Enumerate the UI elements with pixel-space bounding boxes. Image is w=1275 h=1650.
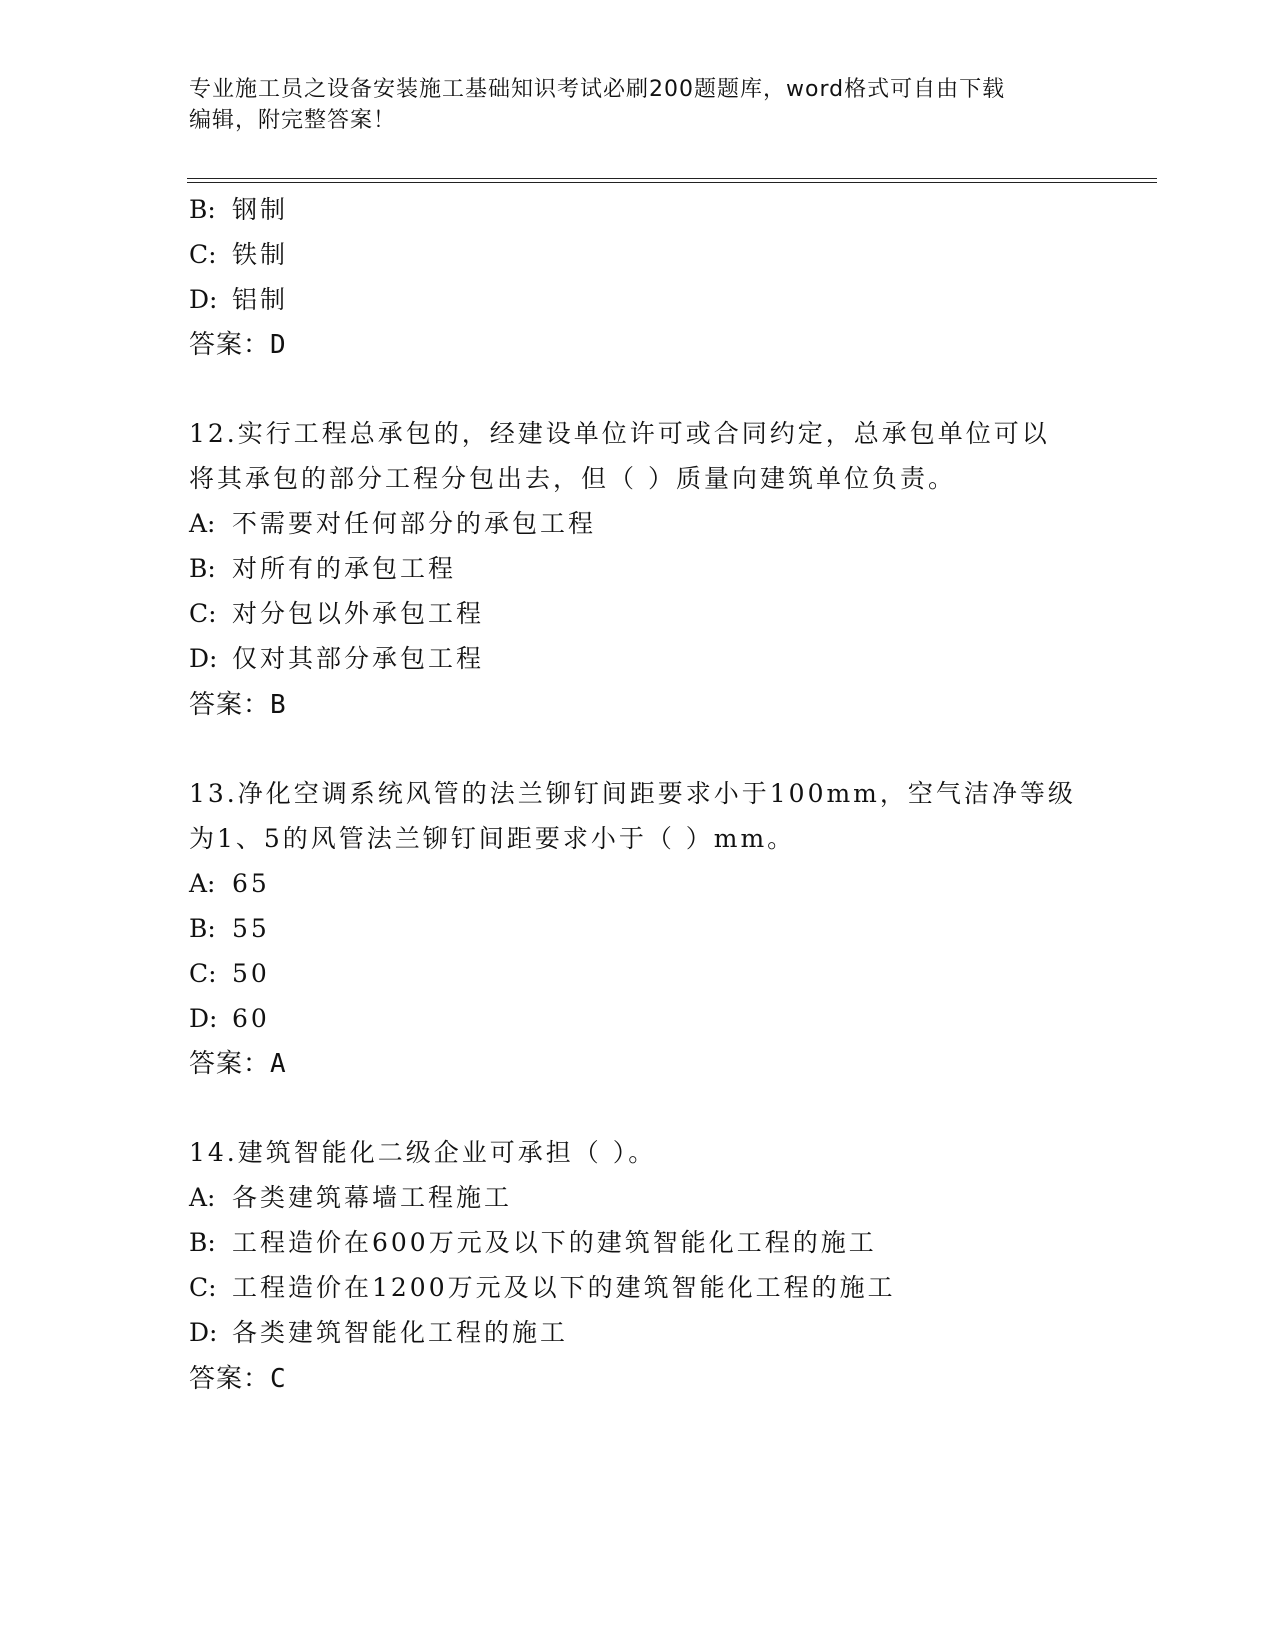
option-label: B: <box>189 554 216 583</box>
option-label: D: <box>189 1318 218 1347</box>
question-13-option-c <box>189 958 270 990</box>
option-text: 铝制 <box>232 285 289 314</box>
question-14-option-c <box>189 1272 896 1304</box>
header-line-2: 编辑，附完整答案！ <box>189 108 397 133</box>
question-13-option-b <box>189 913 270 945</box>
question-13-stem-line-2: 为1、5的风管法兰铆钉间距要求小于（ ）mm。 <box>189 824 796 853</box>
option-b <box>189 194 288 226</box>
question-12-answer <box>189 689 287 721</box>
option-label: C: <box>189 240 217 269</box>
question-14-option-d <box>189 1317 568 1349</box>
option-text: 铁制 <box>232 240 289 269</box>
option-label: C: <box>189 599 217 628</box>
question-14-option-b <box>189 1227 877 1259</box>
question-12-option-c <box>189 598 484 630</box>
option-label: A: <box>189 869 216 898</box>
question-12-option-a <box>189 508 596 540</box>
option-text: 仅对其部分承包工程 <box>232 644 485 673</box>
question-13-stem-line-1: 13.净化空调系统风管的法兰铆钉间距要求小于100mm，空气洁净等级 <box>189 779 1076 808</box>
question-13-option-a <box>189 868 270 900</box>
option-label: B: <box>189 1228 216 1257</box>
document-header <box>189 74 1089 136</box>
option-text: 钢制 <box>232 195 289 224</box>
answer-value: A <box>270 1049 287 1079</box>
question-14-stem-line-1: 14.建筑智能化二级企业可承担（ ）。 <box>189 1138 657 1167</box>
question-12-stem-line-1: 12.实行工程总承包的，经建设单位许可或合同约定，总承包单位可以 <box>189 419 1050 448</box>
header-line-1: 专业施工员之设备安装施工基础知识考试必刷200题题库，word格式可自由下载 <box>189 77 1006 102</box>
option-label: B: <box>189 914 216 943</box>
question-14-option-a <box>189 1182 512 1214</box>
option-label: A: <box>189 509 216 538</box>
question-14-answer <box>189 1363 287 1395</box>
answer-value: C <box>270 1364 287 1394</box>
option-text: 对所有的承包工程 <box>232 554 457 583</box>
option-d <box>189 284 288 316</box>
option-text: 不需要对任何部分的承包工程 <box>232 509 597 538</box>
option-text: 60 <box>232 1004 270 1033</box>
option-label: D: <box>189 644 218 673</box>
option-text: 对分包以外承包工程 <box>232 599 485 628</box>
option-label: C: <box>189 959 217 988</box>
answer-label: 答案： <box>189 690 271 720</box>
question-12-option-b <box>189 553 456 585</box>
answer-value: D <box>270 330 287 360</box>
answer-label: 答案： <box>189 1364 271 1394</box>
option-text: 工程造价在600万元及以下的建筑智能化工程的施工 <box>232 1228 877 1257</box>
option-c <box>189 239 288 271</box>
option-text: 各类建筑幕墙工程施工 <box>232 1183 513 1212</box>
option-label: D: <box>189 1004 218 1033</box>
option-text: 55 <box>232 914 270 943</box>
question-12-option-d <box>189 643 484 675</box>
answer-label: 答案： <box>189 330 271 360</box>
option-text: 各类建筑智能化工程的施工 <box>232 1318 569 1347</box>
answer-label: 答案： <box>189 1049 271 1079</box>
answer-line <box>189 329 287 361</box>
option-text: 工程造价在1200万元及以下的建筑智能化工程的施工 <box>232 1273 896 1302</box>
option-label: B: <box>189 195 216 224</box>
option-label: A: <box>189 1183 216 1212</box>
header-divider-bottom <box>187 182 1157 183</box>
option-text: 65 <box>232 869 270 898</box>
header-divider-top <box>187 178 1157 179</box>
option-label: D: <box>189 285 218 314</box>
option-text: 50 <box>232 959 270 988</box>
question-13-answer <box>189 1048 287 1080</box>
question-12-stem-line-2: 将其承包的部分工程分包出去，但（ ）质量向建筑单位负责。 <box>189 464 956 493</box>
answer-value: B <box>270 690 287 720</box>
option-label: C: <box>189 1273 217 1302</box>
question-13-option-d <box>189 1003 270 1035</box>
